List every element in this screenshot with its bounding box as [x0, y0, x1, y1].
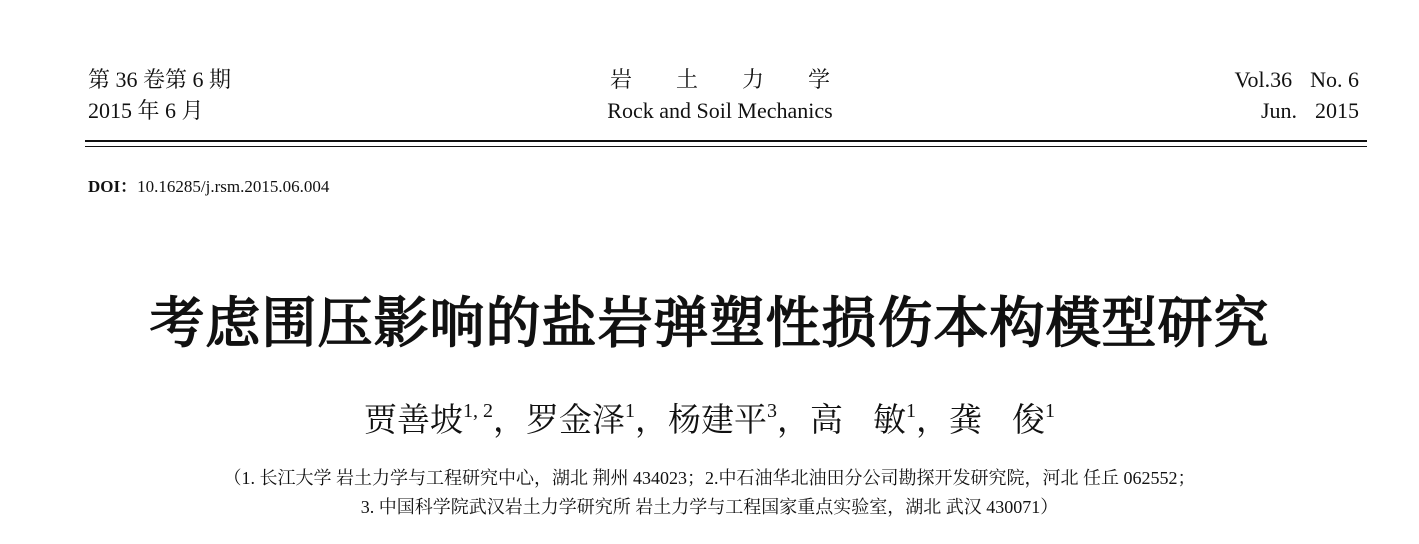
affiliation-line-1: （1. 长江大学 岩土力学与工程研究中心，湖北 荆州 434023；2.中石油华北油田分公司勘探开发研究院，河北 任丘 062552； [223, 468, 1196, 488]
author-name: 贾善坡 [364, 400, 463, 439]
author-separator: ， [635, 400, 668, 439]
doi-value[interactable]: 10.16285/j.rsm.2015.06.004 [137, 177, 330, 196]
affiliation-line-2: 3. 中国科学院武汉岩土力学研究所 岩土力学与工程国家重点实验室，湖北 武汉 430071） [360, 497, 1059, 517]
month-en: Jun. [1260, 98, 1297, 123]
volume-issue-cn: 第 36 卷第 6 期 [88, 67, 232, 92]
author-name: 杨建平 [668, 400, 767, 439]
header-rule-thick [85, 140, 1367, 142]
header-center [570, 64, 874, 126]
author-separator: ， [777, 400, 810, 439]
author-affiliation-mark: 1 [906, 400, 916, 422]
author-name: 高 [810, 400, 843, 439]
author-name: 俊 [1012, 400, 1045, 439]
header-left [88, 64, 231, 126]
issue-en: No. 6 [1310, 67, 1359, 92]
paper-title: 考虑围压影响的盐岩弹塑性损伤本构模型研究 [149, 291, 1270, 355]
volume-en: Vol.36 [1234, 67, 1293, 92]
doi-line [88, 176, 329, 198]
header-right [1234, 64, 1359, 126]
author-affiliation-mark: 1 [625, 400, 635, 422]
author-affiliation-mark: 1, 2 [463, 400, 493, 422]
author-separator: ， [493, 400, 526, 439]
date-cn: 2015 年 6 月 [88, 98, 204, 123]
author-separator: ， [916, 400, 949, 439]
journal-name-cn: 岩土力学 [609, 67, 874, 92]
author-list [0, 396, 1419, 444]
author-affiliation-mark: 1 [1045, 400, 1055, 422]
header-rule-thin [85, 146, 1367, 147]
author-name: 罗金泽 [526, 400, 625, 439]
journal-name-en: Rock and Soil Mechanics [607, 98, 833, 123]
year-en: 2015 [1315, 98, 1359, 123]
author-affiliation-mark: 3 [767, 400, 777, 422]
doi-label: DOI： [88, 177, 138, 196]
author-name: 敏 [873, 400, 906, 439]
author-name: 龚 [949, 400, 982, 439]
